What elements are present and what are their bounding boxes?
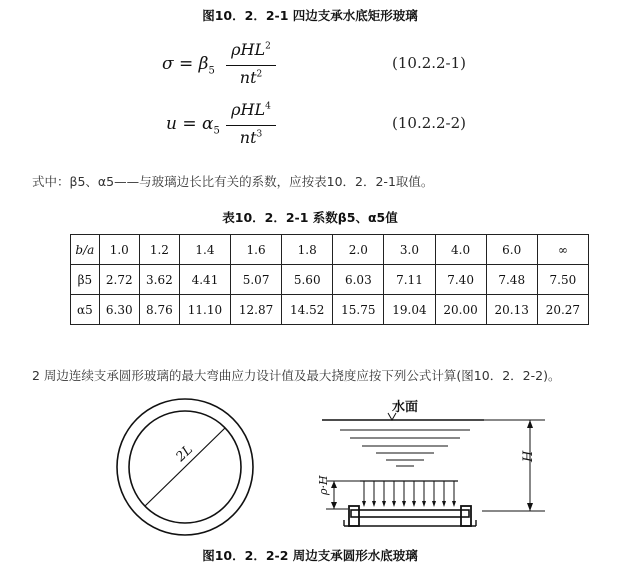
table-cell: 6.03 [333,265,384,295]
water-surface-label: 水面 [392,400,419,415]
table-row [71,295,589,325]
table-row [71,265,589,295]
formula1-denominator: nt [239,68,257,87]
note-text: 式中：β5、α5——与玻璃边长比有关的系数，应按表10．2．2-1取值。 [32,174,434,189]
table-row-label: α5 [71,295,100,325]
glass-support-section [344,506,476,526]
formula2-number: (10.2.2-2) [392,114,467,132]
table-cell: 5.60 [282,265,333,295]
table-cell: 6.30 [99,295,139,325]
table-header-cell: 1.6 [231,235,282,265]
water-section-view [317,399,545,526]
table-header-cell: 4.0 [435,235,486,265]
formula1-num-sup: 2 [265,41,271,52]
table-cell: 20.00 [435,295,486,325]
table-header-cell: b/a [71,235,100,265]
coefficient-table [70,234,589,325]
table-cell: 8.76 [139,295,179,325]
table-header-cell: 2.0 [333,235,384,265]
formula2-num-sup: 4 [265,101,271,112]
table-cell: 5.07 [231,265,282,295]
table-cell: 7.40 [435,265,486,295]
formula2-denominator: nt [239,128,257,147]
formula1-den-sup: 2 [256,69,263,80]
table-cell: 15.75 [333,295,384,325]
table-cell: 14.52 [282,295,333,325]
table-cell: 2.72 [99,265,139,295]
figure-caption-top: 图10．2．2-1 四边支承水底矩形玻璃 [202,8,418,23]
formula1-numerator: ρHL [231,40,266,59]
table-cell: 7.50 [537,265,588,295]
diameter-line [145,428,225,506]
formula2-den-sup: 3 [256,129,263,140]
load-arrows [364,481,454,504]
table-title: 表10．2．2-1 系数β5、α5值 [222,210,398,225]
table-cell: 7.48 [486,265,537,295]
formula1-number: (10.2.2-1) [392,54,467,72]
table-cell: 19.04 [384,295,435,325]
formula2-numerator: ρHL [231,100,266,119]
table-cell: 12.87 [231,295,282,325]
pressure-label: ρ·H [317,475,330,495]
table-header-cell: 3.0 [384,235,435,265]
formula1-lhs: σ = β [162,54,209,74]
table-cell: 4.41 [179,265,230,295]
table-cell: 11.10 [179,295,230,325]
table-header-cell: 1.0 [99,235,139,265]
table-cell: 20.13 [486,295,537,325]
figure-caption-bottom: 图10．2．2-2 周边支承圆形水底玻璃 [202,548,418,563]
fraction-bar [226,125,276,126]
table-header-cell: ∞ [537,235,588,265]
table-header-cell: 6.0 [486,235,537,265]
formula2-sub: 5 [213,125,220,137]
circle-plan-view [117,399,253,535]
table-row-label: β5 [71,265,100,295]
table-cell: 20.27 [537,295,588,325]
depth-label: H [521,450,536,462]
fraction-bar [226,65,276,66]
table-cell: 7.11 [384,265,435,295]
table-header-cell: 1.8 [282,235,333,265]
circular-glass-figure [0,390,620,540]
table-header-cell: 1.4 [179,235,230,265]
table-row [71,235,589,265]
table-header-cell: 1.2 [139,235,179,265]
diameter-label: 2L [173,442,196,465]
formula1-sub: 5 [208,65,215,77]
paragraph-text: 2 周边连续支承圆形玻璃的最大弯曲应力设计值及最大挠度应按下列公式计算(图10．2．2-2)。 [32,368,561,383]
formula2-lhs: u = α [166,114,214,134]
table-cell: 3.62 [139,265,179,295]
